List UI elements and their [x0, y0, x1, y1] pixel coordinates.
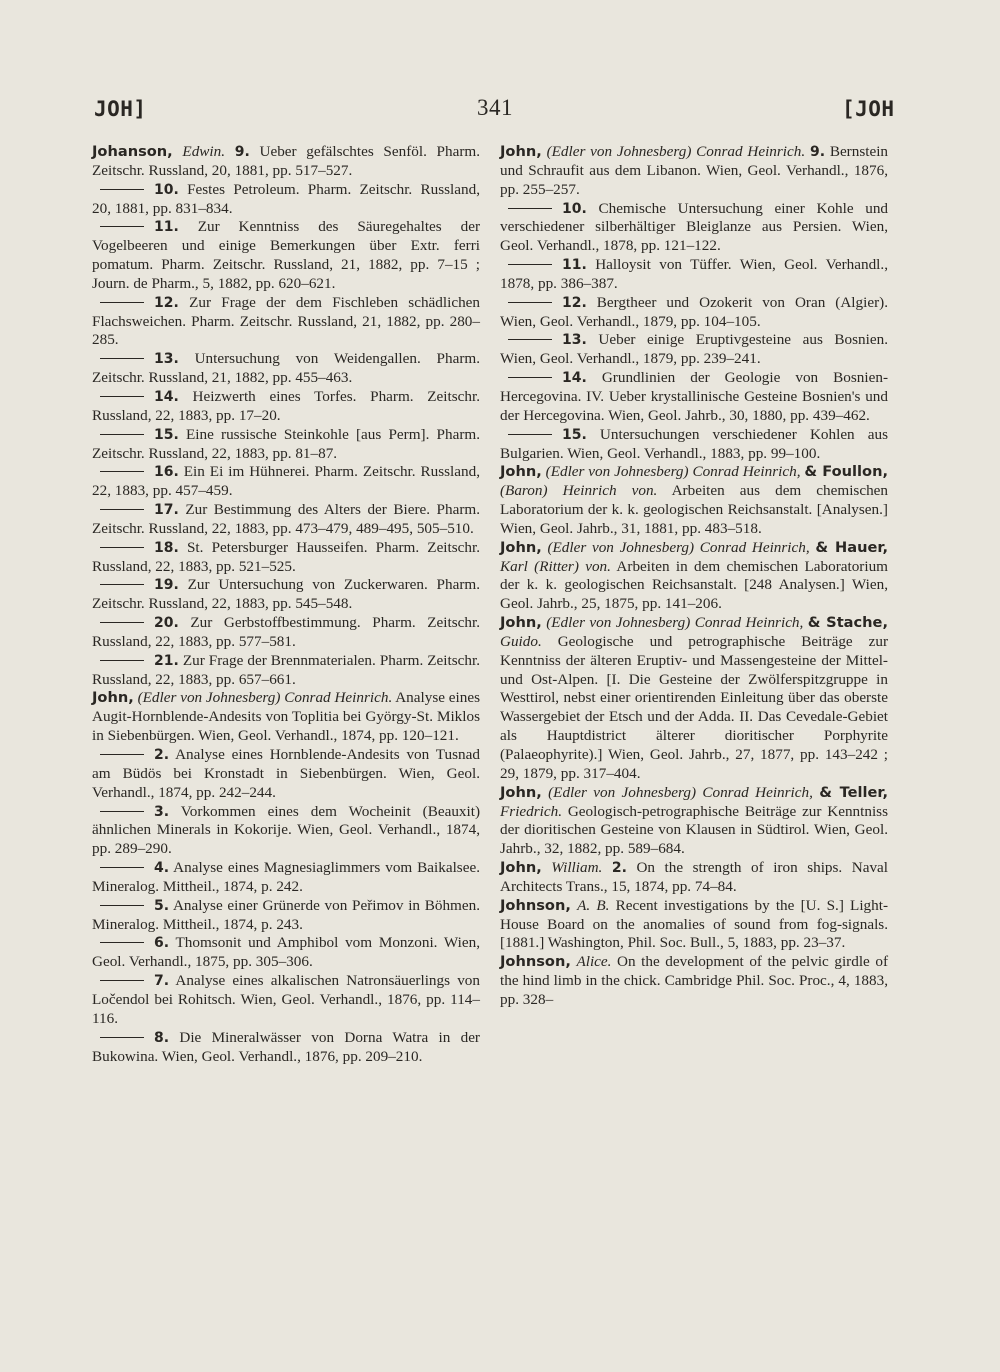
entry-number: 20. [154, 615, 179, 632]
bibliography-entry [92, 576, 480, 614]
coauthor-given-name: Karl (Ritter) von. [500, 557, 611, 575]
ditto-dash [508, 377, 552, 378]
ditto-dash [100, 660, 144, 661]
entry-number: 4. [154, 860, 170, 877]
bibliography-entry [500, 784, 888, 859]
entry-number: 13. [562, 332, 587, 349]
entry-number: 14. [154, 388, 179, 405]
entry-number: 8. [154, 1029, 170, 1046]
ditto-dash [508, 264, 552, 265]
entry-number: 14. [562, 370, 587, 387]
author-given-name: (Edler von Johnesberg) Conrad Heinrich, [545, 463, 801, 481]
entry-number: 15. [154, 426, 179, 443]
author-name: Johanson, [92, 143, 173, 160]
author-given-name: (Edler von Johnesberg) Conrad Heinrich. [137, 689, 393, 707]
bibliography-entry [500, 463, 888, 538]
bibliography-entry [500, 256, 888, 294]
entry-text: Die Mineralwässer von Dorna Watra in der Bukowina. Wien, Geol. Verhandl., 1876, pp. 209–210. [92, 1028, 480, 1065]
author-name: John, [500, 143, 542, 160]
entry-text: Ueber gefälschtes Senföl. Pharm. Zeitschr. Russland, 20, 1881, pp. 517–527. [92, 143, 481, 179]
ditto-dash [100, 867, 144, 868]
author-given-name: (Edler von Johnesberg) Conrad Heinrich, [546, 614, 804, 632]
author-given-name: (Edler von Johnesberg) Conrad Heinrich, [547, 538, 810, 556]
bibliography-entry [92, 1029, 480, 1067]
entry-text: Halloysit von Tüffer. Wien, Geol. Verhandl., 1878, pp. 386–387. [500, 256, 888, 292]
entry-number: 16. [154, 464, 179, 481]
author-name: John, [500, 538, 542, 556]
bibliography-entry [500, 200, 888, 257]
coauthor-given-name: Guido. [500, 632, 542, 650]
entry-number: 18. [154, 539, 179, 556]
ditto-dash [100, 980, 144, 981]
author-given-name: (Edler von Johnesberg) Conrad Heinrich. [546, 143, 806, 160]
coauthor-name: & Teller, [819, 783, 889, 801]
bibliography-entry [500, 331, 888, 369]
bibliography-entry [92, 689, 480, 746]
entry-text: Zur Frage der Brennmaterialen. Pharm. Zeitschr. Russland, 22, 1883, pp. 657–661. [92, 651, 481, 688]
bibliography-entry [500, 897, 888, 954]
entry-text: On the strength of iron ships. Naval Architects Trans., 15, 1874, pp. 74–84. [500, 859, 888, 895]
ditto-dash [100, 434, 144, 435]
ditto-dash [100, 622, 144, 623]
entry-text: Eine russische Steinkohle [aus Perm]. Pharm. Zeitschr. Russland, 22, 1883, pp. 81–87. [92, 425, 481, 462]
author-name: John, [92, 689, 134, 707]
entry-number: 5. [154, 897, 170, 914]
ditto-dash [100, 396, 144, 397]
bibliography-entry [92, 426, 480, 464]
entry-text: Geologisch-petrographische Beiträge zur Kenntniss der dioritischen Gesteine von Klausen in Südtirol. Wien, Geol. Jahrb., 32, 1882, pp. 589–684. [500, 802, 888, 858]
entry-text: Zur Kenntniss des Säuregehaltes der Vogelbeeren und einige Bemerkungen über Extr. ferri pomatum. Pharm. Zeitschr. Russland, 21, 1882, pp. 7–15 ; Journ. de Pharm., 5, 1882, pp. 620–621. [92, 218, 480, 292]
ditto-dash [100, 509, 144, 510]
author-given-name: William. [551, 859, 603, 877]
bibliography-entry [92, 539, 480, 577]
entry-text: Analyse eines alkalischen Natronsäuerlings von Ločendol bei Rohitsch. Wien, Geol. Verhandl., 1876, pp. 114–116. [92, 972, 480, 1027]
entry-text: St. Petersburger Hausseifen. Pharm. Zeitschr. Russland, 22, 1883, pp. 521–525. [92, 538, 481, 575]
bibliography-entry [92, 501, 480, 539]
bibliography-entry [92, 350, 480, 388]
bibliography-entry [92, 859, 480, 897]
entry-text: Chemische Untersuchung einer Kohle und verschiedener silberhältiger Bleiglanze aus Persien. Wien, Geol. Verhandl., 1878, pp. 121–122. [500, 199, 889, 255]
ditto-dash [100, 811, 144, 812]
author-given-name: A. B. [577, 896, 610, 914]
ditto-dash [100, 942, 144, 943]
bibliography-entry [500, 614, 888, 784]
ditto-dash [100, 189, 144, 190]
entry-text: Arbeiten aus dem chemischen Laboratorium der k. k. geologischen Reichsanstalt. [Analysen.] Wien, Geol. Jahrb., 31, 1881, pp. 483–518. [500, 482, 888, 537]
ditto-dash [100, 226, 144, 227]
bibliography-entry [500, 953, 888, 1010]
ditto-dash [100, 754, 144, 755]
entry-text: Untersuchung von Weidengallen. Pharm. Zeitschr. Russland, 21, 1882, pp. 455–463. [92, 350, 480, 387]
entry-number: 12. [562, 294, 587, 311]
entry-number: 11. [154, 219, 179, 236]
ditto-dash [508, 434, 552, 435]
running-head-right: [JOH [842, 97, 895, 121]
ditto-dash [100, 584, 144, 585]
bibliography-entry [500, 426, 888, 464]
bibliography-entry [500, 539, 888, 614]
entry-number: 11. [562, 257, 587, 274]
ditto-dash [100, 358, 144, 359]
running-head-left: JOH] [94, 97, 147, 121]
author-name: John, [500, 783, 542, 801]
entry-number: 10. [154, 181, 179, 198]
entry-number: 9. [234, 144, 250, 160]
bibliography-entry [92, 218, 480, 293]
coauthor-name: & Hauer, [815, 538, 888, 556]
entry-text: Analyse einer Grünerde von Peřimov in Böhmen. Mineralog. Mittheil., 1874, p. 243. [92, 896, 480, 933]
bibliography-entry [92, 388, 480, 426]
entry-number: 21. [154, 652, 179, 669]
ditto-dash [100, 905, 144, 906]
entry-number: 12. [154, 294, 179, 311]
bibliography-entry [92, 294, 480, 351]
entry-number: 17. [154, 502, 179, 519]
entry-text: Bernstein und Schraufit aus dem Libanon. Wien, Geol. Verhandl., 1876, pp. 255–257. [500, 143, 889, 198]
ditto-dash [100, 302, 144, 303]
page-number: 341 [477, 95, 513, 120]
left-column [92, 143, 480, 1066]
entry-text: Zur Bestimmung des Alters der Biere. Pharm. Zeitschr. Russland, 22, 1883, pp. 473–479, 489–495, 505–510. [92, 501, 481, 537]
ditto-dash [508, 302, 552, 303]
entry-text: Grundlinien der Geologie von Bosnien-Hercegovina. IV. Ueber krystallinische Gesteine Bosnien's und der Hercegovina. Wien, Geol. Jahrb., 30, 1880, pp. 439–462. [500, 369, 889, 424]
bibliography-entry [92, 143, 480, 181]
entry-number: 13. [154, 351, 179, 368]
entry-text: Zur Gerbstoffbestimmung. Pharm. Zeitschr. Russland, 22, 1883, pp. 577–581. [92, 614, 480, 650]
entry-text: Vorkommen eines dem Wocheinit (Beauxit) ähnlichen Minerals in Kokorije. Wien, Geol. Verhandl., 1874, pp. 289–290. [92, 802, 480, 858]
author-given-name: Alice. [576, 953, 612, 971]
bibliography-entry [92, 897, 480, 935]
entry-text: Untersuchungen verschiedener Kohlen aus Bulgarien. Wien, Geol. Verhandl., 1883, pp. 99–100. [500, 425, 888, 462]
author-name: Johnson, [500, 953, 571, 971]
entry-text: On the development of the pelvic girdle of the hind limb in the chick. Cambridge Phil. Soc. Proc., 4, 1883, pp. 328– [500, 953, 889, 1008]
entry-text: Heizwerth eines Torfes. Pharm. Zeitschr. Russland, 22, 1883, pp. 17–20. [92, 387, 480, 424]
author-given-name: (Edler von Johnesberg) Conrad Heinrich, [548, 783, 813, 801]
bibliography-entry [500, 859, 888, 897]
coauthor-name: & Stache, [807, 614, 888, 632]
coauthor-given-name: Friedrich. [500, 802, 563, 820]
bibliography-entry [500, 294, 888, 332]
entry-number: 2. [611, 860, 627, 877]
entry-text: Ueber einige Eruptivgesteine aus Bosnien. Wien, Geol. Verhandl., 1879, pp. 239–241. [500, 331, 889, 368]
bibliography-entry [92, 652, 480, 690]
entry-text: Thomsonit und Amphibol vom Monzoni. Wien, Geol. Verhandl., 1875, pp. 305–306. [92, 934, 480, 971]
entry-text: Analyse eines Magnesiaglimmers vom Baikalsee. Mineralog. Mittheil., 1874, p. 242. [92, 859, 480, 895]
bibliography-entry [92, 614, 480, 652]
bibliography-entry [92, 463, 480, 501]
entry-text: Ein Ei im Hühnerei. Pharm. Zeitschr. Russland, 22, 1883, pp. 457–459. [92, 463, 480, 500]
author-name: John, [500, 614, 542, 632]
right-column [500, 143, 888, 1010]
ditto-dash [508, 208, 552, 209]
ditto-dash [100, 471, 144, 472]
author-given-name: Edwin. [182, 143, 226, 160]
bibliography-entry [92, 746, 480, 803]
entry-text: Geologische und petrographische Beiträge zur Kenntniss der älteren Eruptiv- und Massengesteine der Mittel- und Ost-Alpen. [I. Die Gesteine der Zwölferspitzgruppe in Westtirol, nebst einer orientirenden Einleitung über das oberste Wassergebiet der Etsch und der Adda. II. Das Cevedale-Gebiet als Hauptdistrict älterer dioritischer Porphyrite (Palaeophyrite).] Wien, Geol. Jahrb., 27, 1877, pp. 143–242 ; 29, 1879, pp. 317–404. [500, 632, 889, 782]
entry-number: 9. [809, 144, 826, 160]
ditto-dash [100, 1037, 144, 1038]
bibliography-entry [92, 181, 480, 219]
entry-text: Analyse eines Augit-Hornblende-Andesits von Toplitia bei György-St. Miklos in Siebenbürgen. Wien, Geol. Verhandl., 1874, pp. 120–121. [92, 689, 480, 745]
author-name: Johnson, [500, 896, 571, 914]
bibliography-entry [92, 803, 480, 860]
entry-number: 7. [154, 973, 170, 990]
entry-text: Bergtheer und Ozokerit von Oran (Algier). Wien, Geol. Verhandl., 1879, pp. 104–105. [500, 293, 888, 330]
entry-number: 2. [154, 747, 170, 763]
bibliography-entry [500, 143, 888, 200]
entry-text: Zur Frage der dem Fischleben schädlichen Flachsweichen. Pharm. Zeitschr. Russland, 21, 1882, pp. 280–285. [92, 293, 480, 349]
coauthor-name: & Foullon, [804, 463, 888, 481]
entry-number: 6. [154, 935, 170, 952]
coauthor-given-name: (Baron) Heinrich von. [500, 482, 658, 500]
entry-number: 19. [154, 577, 179, 594]
ditto-dash [100, 547, 144, 548]
entry-number: 3. [154, 803, 170, 820]
entry-number: 10. [562, 200, 587, 217]
bibliography-entry [92, 934, 480, 972]
entry-text: Zur Untersuchung von Zuckerwaren. Pharm. Zeitschr. Russland, 22, 1883, pp. 545–548. [92, 576, 481, 613]
entry-text: Recent investigations by the [U. S.] Light-House Board on the anomalies of sound from fog-signals. [1881.] Washington, Phil. Soc. Bull., 5, 1883, pp. 23–37. [500, 896, 889, 952]
author-name: John, [500, 463, 542, 481]
entry-text: Festes Petroleum. Pharm. Zeitschr. Russland, 20, 1881, pp. 831–834. [92, 180, 480, 217]
entry-text: Arbeiten in dem chemischen Laboratorium der k. k. geologischen Reichsanstalt. [248 Analysen.] Wien, Geol. Jahrb., 25, 1875, pp. 141–206. [500, 557, 888, 613]
entry-number: 15. [562, 426, 587, 443]
bibliography-entry [92, 972, 480, 1029]
ditto-dash [508, 339, 552, 340]
entry-text: Analyse eines Hornblende-Andesits von Tusnad am Büdös bei Kronstadt in Siebenbürgen. Wien, Geol. Verhandl., 1874, pp. 242–244. [92, 746, 480, 801]
author-name: John, [500, 859, 542, 877]
bibliography-entry [500, 369, 888, 426]
